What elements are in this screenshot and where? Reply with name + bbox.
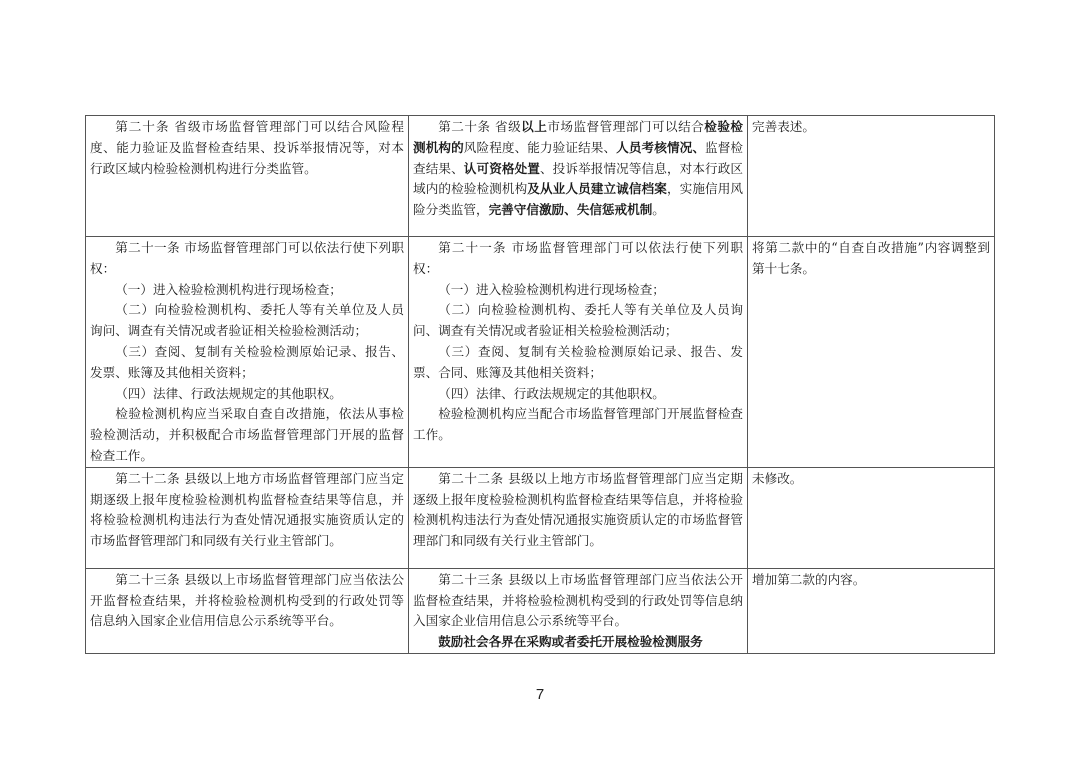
paragraph bbox=[413, 280, 743, 301]
table-row bbox=[86, 116, 995, 237]
paragraph bbox=[90, 300, 404, 342]
paragraph bbox=[90, 469, 404, 552]
text-run: （一）进入检验检测机构进行现场检查； bbox=[438, 281, 665, 297]
text-run: （四）法律、行政法规规定的其他职权。 bbox=[438, 385, 665, 401]
text-run: 第二十二条 县级以上地方市场监督管理部门应当定期逐级上报年度检验检测机构监督检查结果等信息，并将检验检测机构违法行为查处情况通报实施资质认定的市场监督管理部门和同级有关行业主管部门。 bbox=[90, 470, 404, 549]
original-text-cell bbox=[86, 116, 409, 237]
bold-text-run: 鼓励社会各界在采购或者委托开展检验检测服务 bbox=[438, 634, 703, 650]
paragraph bbox=[413, 404, 743, 446]
text-run: 第二十一条 市场监督管理部门可以依法行使下列职权： bbox=[90, 240, 404, 276]
explanation-cell bbox=[748, 568, 995, 653]
original-text-cell bbox=[86, 467, 409, 568]
original-text-cell bbox=[86, 568, 409, 653]
bold-text-run: 及从业人员建立诚信档案 bbox=[527, 181, 667, 197]
explanation-text: 未修改。 bbox=[752, 470, 803, 486]
explanation-text: 增加第二款的内容。 bbox=[752, 571, 866, 587]
text-run: 第二十一条 市场监督管理部门可以依法行使下列职权： bbox=[413, 240, 743, 276]
revised-text-cell bbox=[409, 467, 748, 568]
paragraph bbox=[413, 469, 743, 552]
bold-text-run: 以上 bbox=[521, 119, 548, 134]
bold-text-run: 人员考核情况、 bbox=[616, 139, 706, 155]
table-body bbox=[86, 116, 995, 654]
explanation-text: 将第二款中的“自查自改措施”内容调整到第十七条。 bbox=[752, 240, 990, 276]
revised-text-cell bbox=[409, 116, 748, 237]
paragraph bbox=[90, 404, 404, 466]
table-row bbox=[86, 237, 995, 468]
comparison-table bbox=[85, 115, 995, 654]
revised-text-cell bbox=[409, 237, 748, 468]
original-text-cell bbox=[86, 237, 409, 468]
revised-text-cell bbox=[409, 568, 748, 653]
text-run: 风险程度、能力验证结果、 bbox=[463, 139, 617, 155]
text-run: ，实施信用风险分类监管， bbox=[413, 181, 744, 218]
text-run: 第二十三条 县级以上市场监督管理部门应当依法公开监督检查结果，并将检验检测机构受到的行政处罚等信息纳入国家企业信用信息公示系统等平台。 bbox=[90, 571, 404, 629]
paragraph bbox=[413, 300, 743, 342]
paragraph bbox=[413, 238, 743, 280]
paragraph bbox=[90, 384, 404, 405]
text-run: 监督检查结果、 bbox=[413, 139, 744, 176]
paragraph bbox=[413, 570, 743, 632]
text-run: 。 bbox=[652, 202, 665, 218]
explanation-cell bbox=[748, 467, 995, 568]
text-run: （二）向检验检测机构、委托人等有关单位及人员询问、调查有关情况或者验证相关检验检测活动； bbox=[413, 302, 743, 339]
text-run: （四）法律、行政法规规定的其他职权。 bbox=[115, 385, 342, 401]
paragraph bbox=[90, 570, 404, 632]
explanation-cell bbox=[748, 116, 995, 237]
bold-text-run: 检验检测机构的 bbox=[413, 119, 743, 155]
table-row bbox=[86, 467, 995, 568]
explanation-cell bbox=[748, 237, 995, 468]
bold-text-run: 完善守信激励、失信惩戒机制 bbox=[488, 202, 653, 218]
paragraph bbox=[413, 384, 743, 405]
text-run: （三）查阅、复制有关检验检测原始记录、报告、发票、账簿及其他相关资料； bbox=[90, 343, 404, 380]
paragraph bbox=[413, 117, 743, 221]
table-row bbox=[86, 568, 995, 653]
paragraph bbox=[413, 342, 743, 384]
text-run: 第二十条 省级 bbox=[438, 119, 522, 134]
text-run: 第二十二条 县级以上地方市场监督管理部门应当定期逐级上报年度检验检测机构监督检查结果等信息，并将检验检测机构违法行为查处情况通报实施资质认定的市场监督管理部门和同级有关行业主管部门。 bbox=[413, 470, 743, 549]
text-run: 第二十条 省级市场监督管理部门可以结合风险程度、能力验证及监督检查结果、投诉举报情况等，对本行政区域内检验检测机构进行分类监管。 bbox=[90, 119, 404, 176]
text-run: 市场监督管理部门可以结合 bbox=[547, 119, 705, 134]
paragraph bbox=[90, 238, 404, 280]
text-run: 检验检测机构应当配合市场监督管理部门开展监督检查工作。 bbox=[413, 406, 743, 443]
paragraph bbox=[413, 632, 743, 653]
paragraph bbox=[90, 117, 404, 179]
explanation-text: 完善表述。 bbox=[752, 119, 815, 134]
text-run: 检验检测机构应当采取自查自改措施，依法从事检验检测活动，并积极配合市场监督管理部门开展的监督检查工作。 bbox=[90, 406, 404, 463]
text-run: （一）进入检验检测机构进行现场检查； bbox=[115, 281, 342, 297]
page-number: 7 bbox=[535, 686, 545, 703]
text-run: 、投诉举报情况等信息，对本行政区域内的检验检测机构 bbox=[413, 160, 744, 197]
bold-text-run: 认可资格处置 bbox=[463, 160, 540, 176]
text-run: 第二十三条 县级以上市场监督管理部门应当依法公开监督检查结果，并将检验检测机构受到的行政处罚等信息纳入国家企业信用信息公示系统等平台。 bbox=[413, 571, 743, 629]
text-run: （二）向检验检测机构、委托人等有关单位及人员询问、调查有关情况或者验证相关检验检测活动； bbox=[90, 302, 404, 339]
paragraph bbox=[90, 342, 404, 384]
text-run: （三）查阅、复制有关检验检测原始记录、报告、发票、合同、账簿及其他相关资料； bbox=[413, 343, 743, 380]
paragraph bbox=[90, 280, 404, 301]
